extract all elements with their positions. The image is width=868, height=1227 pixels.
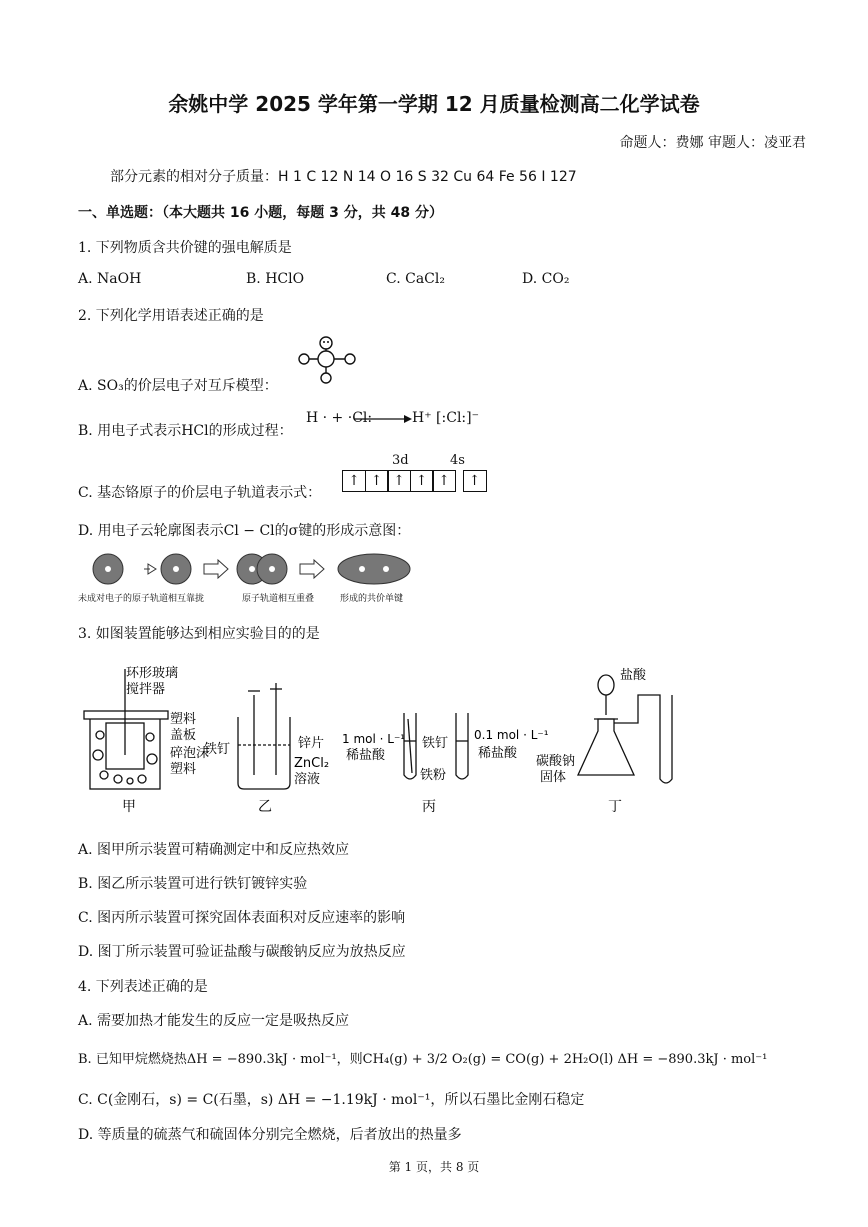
hcl-formation-left: H · + ·Cl: <box>306 410 373 426</box>
q4-option-c: C. C(金刚石，s) = C(石墨，s) ΔH = −1.19kJ · mol⁻¹，所以石墨比金刚石稳定 <box>78 1092 585 1108</box>
orbital-label-3d: 3d <box>392 453 409 468</box>
ding-label-3: 固体 <box>540 770 567 785</box>
orbital-box: ↑ <box>365 470 389 492</box>
q3-stem: 3. 如图装置能够达到相应实验目的的是 <box>78 626 320 642</box>
orbital-box: ↑ <box>432 470 456 492</box>
bing-label-2: 稀盐酸 <box>346 748 386 763</box>
orbital-diagram <box>342 470 485 492</box>
q2-option-a: A. SO₃的价层电子对互斥模型： <box>78 378 278 394</box>
orbital-box: ↑ <box>342 470 366 492</box>
ding-label-2: 碳酸钠 <box>536 754 576 769</box>
bing-label-1: 1 mol · L⁻¹ <box>342 732 406 746</box>
q4-option-b: B. 已知甲烷燃烧热ΔH = −890.3kJ · mol⁻¹，则CH₄(g) + 3/2 O₂(g) = CO(g) + 2H₂O(l) ΔH = −890.3kJ · mol⁻¹ <box>78 1052 768 1067</box>
q2-option-d: D. 用电子云轮廓图表示Cl − Cl的σ键的形成示意图： <box>78 523 411 539</box>
orbital-label-4s: 4s <box>450 453 465 468</box>
orbital-box: ↑ <box>387 470 411 492</box>
q1-option-c: C. CaCl₂ <box>386 271 445 287</box>
bing-label-3: 铁钉 <box>422 736 449 751</box>
bing-label-6: 稀盐酸 <box>478 746 518 761</box>
yi-label-1: 铁钉 <box>204 742 231 757</box>
atomic-mass-note: 部分元素的相对分子质量：H 1 C 12 N 14 O 16 S 32 Cu 64 Fe 56 I 127 <box>110 169 577 185</box>
yi-caption: 乙 <box>258 799 272 815</box>
q2-option-c: C. 基态铬原子的价层电子轨道表示式： <box>78 485 322 501</box>
ding-caption: 丁 <box>608 799 622 815</box>
orbital-box: ↑ <box>410 470 434 492</box>
q2-stem: 2. 下列化学用语表述正确的是 <box>78 308 264 324</box>
apparatus-yi <box>238 683 290 789</box>
q1-option-d: D. CO₂ <box>522 271 570 287</box>
q1-option-a: A. NaOH <box>78 271 142 287</box>
q4-stem: 4. 下列表述正确的是 <box>78 979 208 995</box>
q3-option-a: A. 图甲所示装置可精确测定中和反应热效应 <box>78 842 350 858</box>
cloud-caption-2: 原子轨道相互重叠 <box>242 594 315 604</box>
page-title: 余姚中学 2025 学年第一学期 12 月质量检测高二化学试卷 <box>168 92 700 116</box>
yi-label-2: 锌片 <box>298 736 325 751</box>
ding-label-1: 盐酸 <box>620 668 647 683</box>
apparatus-figure <box>78 655 778 815</box>
apparatus-ding <box>578 675 672 783</box>
section-heading: 一、单选题：（本大题共 16 小题，每题 3 分，共 48 分） <box>78 205 443 221</box>
q1-option-b: B. HClO <box>246 271 305 287</box>
jia-label-6: 塑料 <box>170 762 197 777</box>
page-footer: 第 1 页，共 8 页 <box>388 1160 480 1174</box>
q2-option-b: B. 用电子式表示HCl的形成过程： <box>78 423 293 439</box>
authors: 命题人：费娜 审题人：凌亚君 <box>619 135 806 151</box>
bing-label-5: 0.1 mol · L⁻¹ <box>474 728 549 742</box>
cloud-caption-3: 形成的共价单键 <box>340 594 404 604</box>
bing-label-4: 铁粉 <box>420 768 447 783</box>
hcl-formation-right: H⁺ [:Cl:]⁻ <box>412 410 479 426</box>
jia-label-5: 碎泡沫 <box>170 746 210 761</box>
q4-option-a: A. 需要加热才能发生的反应一定是吸热反应 <box>78 1013 350 1029</box>
yi-label-4: 溶液 <box>294 772 321 787</box>
bing-caption: 丙 <box>422 799 436 815</box>
so3-vsepr-model <box>290 333 362 387</box>
q3-option-c: C. 图丙所示装置可探究固体表面积对反应速率的影响 <box>78 910 406 926</box>
q3-option-b: B. 图乙所示装置可进行铁钉镀锌实验 <box>78 876 308 892</box>
jia-label-2: 搅拌器 <box>126 682 166 697</box>
jia-label-1: 环形玻璃 <box>126 666 179 681</box>
cloud-caption-1: 未成对电子的原子轨道相互靠拢 <box>78 594 205 604</box>
q4-option-d: D. 等质量的硫蒸气和硫固体分别完全燃烧，后者放出的热量多 <box>78 1127 462 1143</box>
q3-option-d: D. 图丁所示装置可验证盐酸与碳酸钠反应为放热反应 <box>78 944 406 960</box>
electron-cloud-diagram <box>92 552 422 586</box>
yi-label-3: ZnCl₂ <box>294 756 330 771</box>
reaction-arrow-icon <box>352 413 412 425</box>
q1-stem: 1. 下列物质含共价键的强电解质是 <box>78 240 292 256</box>
jia-label-3: 塑料 <box>170 712 197 727</box>
orbital-box: ↑ <box>463 470 487 492</box>
jia-label-4: 盖板 <box>170 728 197 743</box>
jia-caption: 甲 <box>122 799 136 815</box>
